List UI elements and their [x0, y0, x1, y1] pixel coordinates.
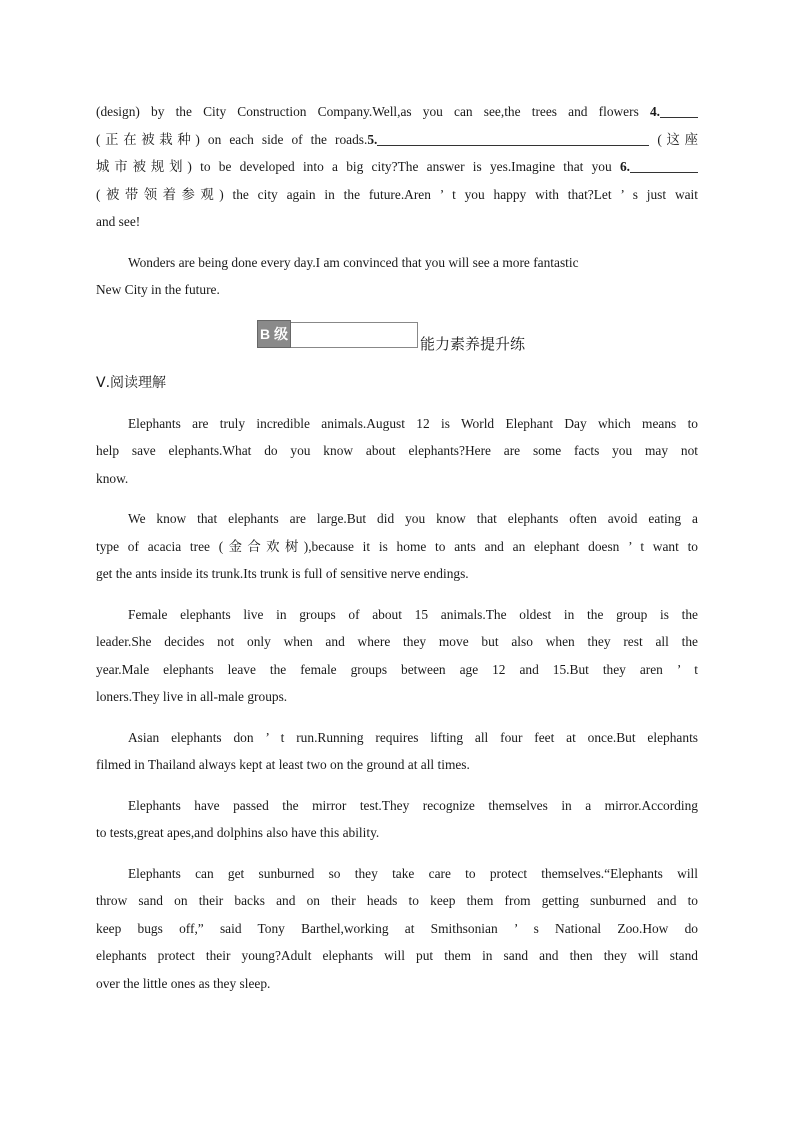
- reading-line: Female elephants live in groups of about 15 animals.The oldest in the group is the: [128, 606, 698, 622]
- reading-line: over the little ones as they sleep.: [96, 975, 271, 991]
- cloze-line: [96, 98, 698, 126]
- reading-line: type of acacia tree (金合欢树),because it is home to ants and an elephant doesn ’ t want to: [96, 538, 698, 554]
- reading-paragraph: [96, 724, 698, 779]
- reading-line: elephants protect their young?Adult elephants will put them in sand and then they will stand: [96, 948, 698, 963]
- document-page: [96, 98, 698, 1010]
- level-badge: B 级: [257, 320, 291, 348]
- reading-line: Elephants can get sunburned so they take care to protect themselves.“Elephants will: [128, 865, 698, 881]
- level-title: 能力素养提升练: [420, 334, 526, 353]
- cloze-text: (design) by the City Construction Company.Well,as you can see,the trees and flowers: [96, 104, 650, 119]
- reading-line: Asian elephants don ’ t run.Running requires lifting all four feet at once.But elephants: [128, 729, 698, 745]
- level-header: [96, 320, 698, 354]
- reading-line: throw sand on their backs and on their heads to keep them from getting sunburned and to: [96, 893, 698, 908]
- cloze-text: (正在被栽种) on each side of the roads.: [96, 131, 368, 147]
- reading-passage: [96, 410, 698, 998]
- reading-line: year.Male elephants leave the female groups between age 12 and 15.But they aren ’ t: [96, 661, 698, 677]
- reading-line: to tests,great apes,and dolphins also have this ability.: [96, 825, 380, 840]
- reading-line: get the ants inside its trunk.Its trunk is full of sensitive nerve endings.: [96, 566, 469, 581]
- cloze-line: [96, 126, 698, 154]
- answer-blank-6[interactable]: [630, 158, 698, 173]
- reading-line: know.: [96, 470, 129, 486]
- answer-blank-4[interactable]: [660, 103, 698, 118]
- reading-paragraph: [96, 792, 698, 847]
- reading-line: help save elephants.What do you know about elephants?Here are some facts you may not: [96, 443, 698, 458]
- reading-line: Elephants are truly incredible animals.August 12 is World Elephant Day which means to: [128, 415, 698, 431]
- question-number: 5.: [367, 131, 378, 147]
- cloze-line: [96, 153, 698, 181]
- question-number: 4.: [649, 104, 660, 119]
- reading-paragraph: [96, 601, 698, 711]
- level-rule-box: [291, 322, 418, 348]
- reading-line: leader.She decides not only when and where they move but also when they rest all the: [96, 634, 698, 649]
- reading-paragraph: [96, 505, 698, 588]
- reading-line: keep bugs off,” said Tony Barthel,working at Smithsonian ’ s National Zoo.How do: [96, 920, 698, 936]
- reading-paragraph: [96, 410, 698, 493]
- cloze-line: and see!: [96, 214, 141, 229]
- cloze-text: 城市被规划) to be developed into a big city?The answer is yes.Imagine that you: [96, 159, 620, 174]
- cloze-line: (被带领着参观) the city again in the future.Aren ’ t you happy with that?Let ’ s just wait: [96, 186, 698, 202]
- cloze-text: (这座: [649, 131, 699, 147]
- reading-paragraph: [96, 860, 698, 998]
- reading-line: Elephants have passed the mirror test.They recognize themselves in a mirror.According: [128, 797, 698, 813]
- reading-line: We know that elephants are large.But did you know that elephants often avoid eating a: [128, 511, 698, 526]
- reading-line: filmed in Thailand always kept at least two on the ground at all times.: [96, 757, 470, 772]
- answer-blank-5[interactable]: [377, 131, 649, 146]
- question-number: 6.: [619, 159, 630, 174]
- closing-line: New City in the future.: [96, 282, 220, 297]
- section-title: Ⅴ.阅读理解: [96, 374, 167, 391]
- reading-line: loners.They live in all-male groups.: [96, 689, 288, 704]
- closing-line: Wonders are being done every day.I am convinced that you will see a more fantastic: [128, 254, 579, 270]
